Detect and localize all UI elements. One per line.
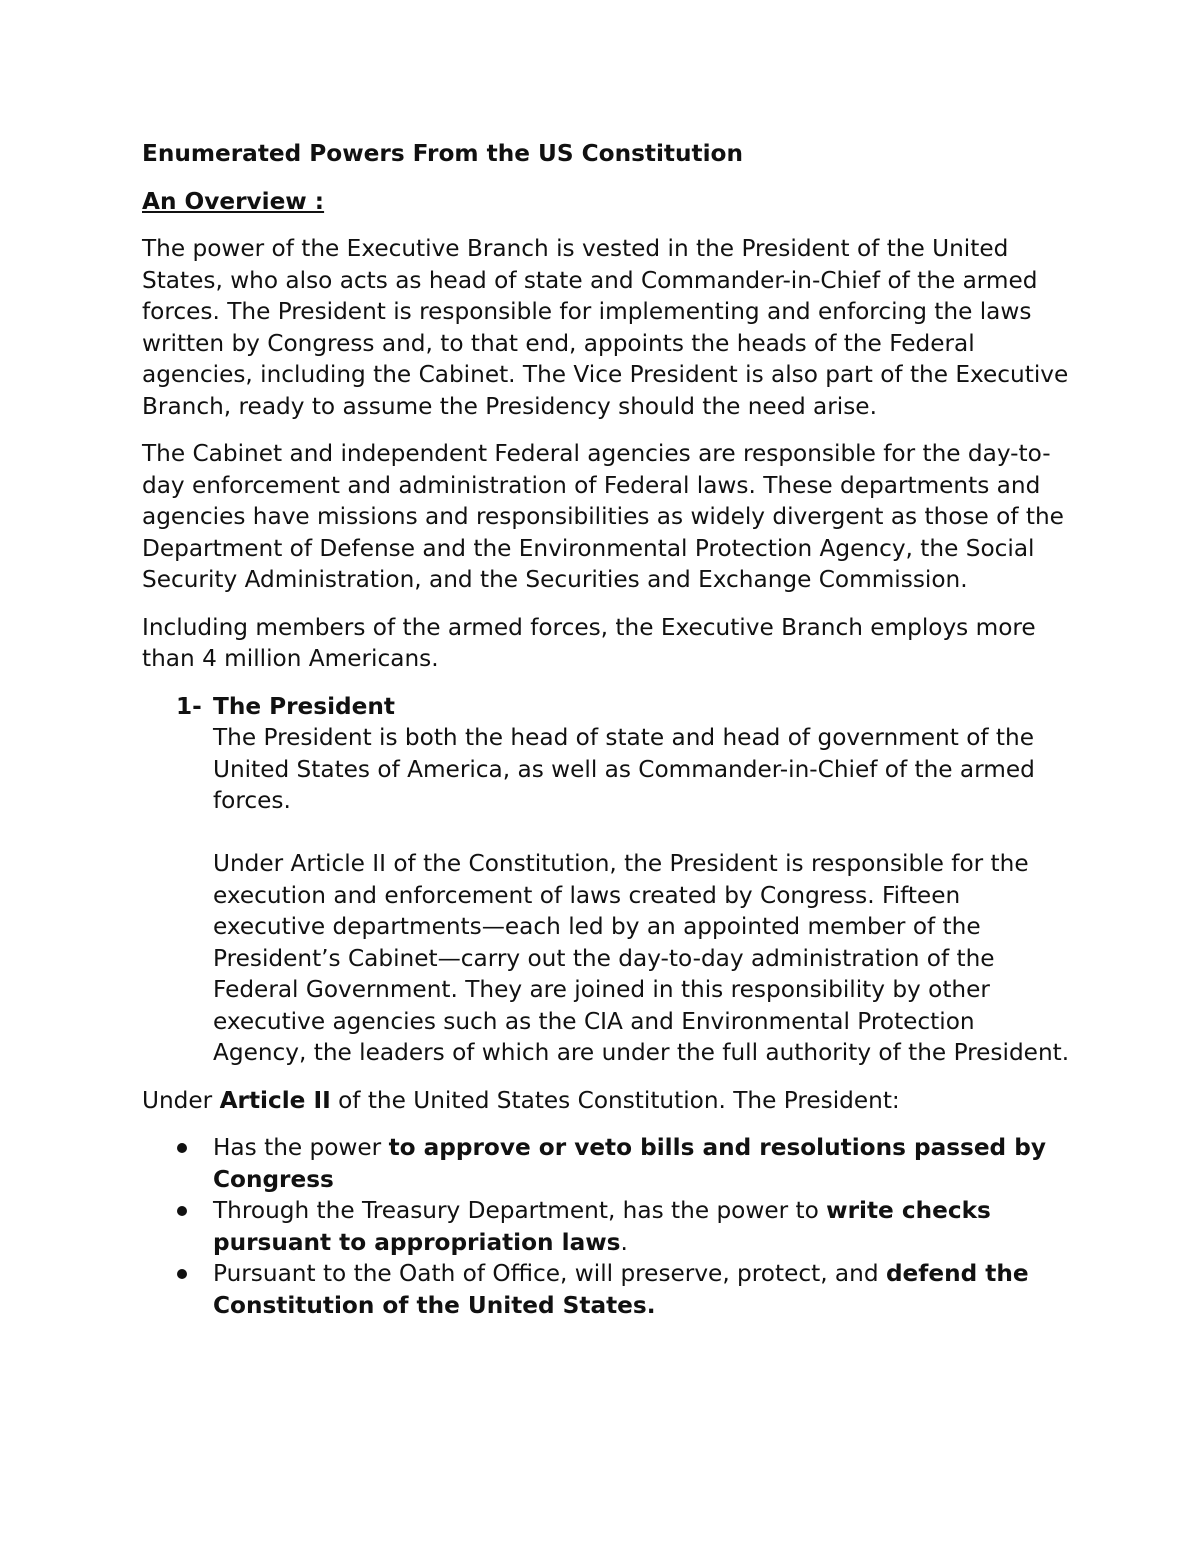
list-item	[142, 1195, 1072, 1258]
bullet-bold-text: defend the Constitution of the United States.	[213, 1260, 1029, 1319]
bullet-after-text: .	[620, 1228, 628, 1256]
bullet-bold-text: write checks pursuant to appropriation laws	[213, 1197, 991, 1256]
bullet-text: Pursuant to the Oath of Office, will preserve, protect, and	[213, 1260, 886, 1287]
paragraph-cabinet-agencies: The Cabinet and independent Federal agencies are responsible for the day-to-day enforcement and administration of Federal laws. These departments and agencies have missions and responsibilities as widely divergent as those of the Department of Defense and the Environmental Protection Agency, the Social Security Administration, and the Securities and Exchange Commission.	[142, 440, 1064, 593]
article-intro-before: Under	[142, 1086, 220, 1114]
document-title: Enumerated Powers From the US Constitution	[142, 140, 743, 167]
paragraph-executive-branch: The power of the Executive Branch is vested in the President of the United States, who also acts as head of state and Commander-in-Chief of the armed forces. The President is responsible for implementing and enforcing the laws written by Congress and, to that end, appoints the heads of the Federal agencies, including the Cabinet. The Vice President is also part of the Executive Branch, ready to assume the Presidency should the need arise.	[142, 235, 1069, 420]
president-powers-list	[142, 1132, 1072, 1321]
bullet-text: Through the Treasury Department, has the power to	[213, 1197, 827, 1224]
section-text-article-ii: Under Article II of the Constitution, the President is responsible for the execution and enforcement of laws created by Congress. Fifteen executive departments—each led by an appointed member of the President’s Cabinet—carry out the day-to-day administration of the Federal Government. They are joined in this responsibility by other executive agencies such as the CIA and Environmental Protection Agency, the leaders of which are under the full authority of the President.	[213, 850, 1070, 1066]
bullet-icon	[177, 1143, 187, 1153]
list-item	[142, 1132, 1072, 1195]
article-intro-bold: Article II	[219, 1086, 331, 1114]
bullet-text: Has the power	[213, 1134, 389, 1161]
list-item	[142, 1258, 1072, 1321]
section-the-president	[142, 691, 1072, 1069]
section-heading: The President	[213, 692, 395, 720]
section-spacer	[213, 817, 1072, 849]
overview-heading: An Overview :	[142, 187, 325, 215]
bullet-bold-text: to approve or veto bills and resolutions passed by Congress	[213, 1134, 1046, 1193]
article-ii-intro	[142, 1085, 1072, 1117]
document-page	[142, 138, 1072, 1321]
bullet-icon	[177, 1269, 187, 1279]
paragraph-employment: Including members of the armed forces, the Executive Branch employs more than 4 million Americans.	[142, 613, 1036, 672]
article-intro-after: of the United States Constitution. The President:	[330, 1086, 900, 1114]
section-number: 1-	[176, 692, 202, 720]
bullet-icon	[177, 1206, 187, 1216]
section-text-role: The President is both the head of state and head of government of the United States of America, as well as Commander-in-Chief of the armed forces.	[213, 724, 1035, 814]
